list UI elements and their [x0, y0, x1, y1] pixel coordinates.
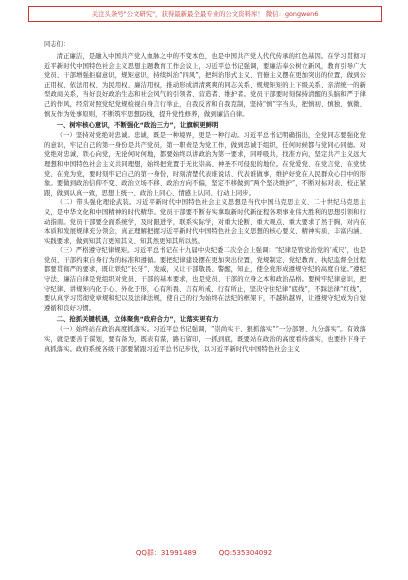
- document-body: [44, 40, 366, 354]
- salutation: 同志们：: [44, 41, 70, 48]
- footer-qq: QQ:535304092: [218, 549, 273, 557]
- section-1-paragraph-3: （三）严格遵守纪律规矩。习近平总书记在十九届中央纪委二次全会上强调：“纪律是管党治党的‘戒尺’，也是党员、干部约束自身行为的标准和遵循。要把纪律建设摆在更加突出位置，党规制定、党纪教育、执纪监督全过程都要贯彻严的要求，既让铁纪“长牙”、发威，又让干部敬畏、警醒，知止，使全党形成遵规守纪的高度自觉。”遵纪守法、廉洁自律是党组织对党员、干部的基本要求，也是党员、干部的立身之本和政治品格。要树牢纪律意识，把守纪律、讲规矩内化于心、外化于形，心有所畏、言有所戒、行有所止，坚决守住纪律“底线”，不踩法律“红线”，要认真学习贯彻党章规和纪以及法律法规，使自己的行为始终在法纪的框架下，不越轨越界，让遵规守纪成为自觉遵循和良好习惯。: [44, 247, 366, 312]
- footer-qq-group: QQ群：31991489: [135, 549, 197, 557]
- section-1-paragraph-2: （二）带头强化理论武装。习近平新时代中国特色社会主义思想是当代中国马克思主义、二十世纪马克思主义，是中华文化和中国精神的时代精华。党员干部要不断夯实拿取新时代新征程各项事业伟大胜利的思想引领和行动指南。党员干部要全面系统学，及时跟进学，联系实际学，对重大论断、重大观点、重大要求了然于胸，对内在本质和发展规律充分领会，真正理解把握习近平新时代中国特色社会主义思想的核心要义、精神实质、丰富内涵、实践要求，做到知其言更知其义、知其然更知其所以然。: [44, 199, 366, 245]
- promo-banner: 关注头条号"公文研究"，获得最新最全最专业的公文资料库！ 微信：gongwen6: [28, 6, 382, 22]
- section-2-paragraph-1: （一）始终站在政治高度抓落实。习近平总书记强调，“崇尚实干、狠抓落实”“一分部署、九分落实”。有效落实，就是要善于谋划，要有备为，既表有谋，路石留印，一抓到底，既要站在政治的高度看待落实，也要扑下身子真抓落实。政府系统各级干部要紧跟习近平总书记步伐，以习近平新时代中国特色社会主义: [44, 326, 366, 353]
- section-heading-1: 一、树牢核心意识，不断强化“政治三力”，让旗帜更鲜明: [56, 121, 219, 130]
- section-1-paragraph-1: （一）坚持对党绝对忠诚。忠诚，既是一种境界，更是一种行动。习近平总书记明确指出，全党同志要强化党的意识，牢记自己的第一身份是共产党员，第一职责是为党工作，做到忠诚于组织，任何时候都与党同心同德。对党绝对忠诚，铁心向党，无论何时何地，都要始终以讲政治为第一要求，同呼吸共，找准方向，坚定共产主义远大理想和中国特色社会主义共同理想，始终把党置于无比崇高、神圣不可侵犯的地位。在党爱党、在党言党、在党忧党、在党为党，要时刻牢记自己的第一身份，时刻清楚代表谁说话、代表谁做事，维护好党在人民群众心目中的形象。要做到政治信仰不变、政治立场不移、政治方向不偏，坚定不移做到“两个坚决维护”，不断对标对表、校正紧跟，做到认真一致，思想上统一、政治上同心、情感上认同、行动上同步。: [44, 132, 366, 197]
- intro-paragraph: 清正廉洁，是融入中国共产党人血脉之中的不变本色，也是中国共产党人代代传承的红色基因。在学习贯彻习近平新时代中国特色社会主义思想主题教育工作会议上，习近平总书记强调，要廉洁奉公树立新风，教育引导广大党员、干部增强拒腐意识，规矩意识，持续纠治“四风”，把纠治形式主义、官僚主义摆在更加突出的位置，做到公正用权、依法用权、为民用权、廉洁用权，推动形成清清爽爽的同志关系、规规矩矩的上下级关系、亲清统一的新型政商关系，当好良好政治生态和社会风气的引领者、营造者、维护者。党员干部要时刻保持清醒的头脑和严于律己的作风，经常对照党纪党规检视自身言行举止，自我反省和自我克制，坚持“慎”字当头，把慎初、慎独、慎微、慎友作为处事原则，不断筑牢思想防线，提升党性修养，做到廉洁自律。: [44, 53, 366, 118]
- section-heading-2: 二、抢抓关键机遇，立体聚焦“政府合力”，让落实更有力: [56, 315, 219, 324]
- footer-contact: [0, 548, 408, 558]
